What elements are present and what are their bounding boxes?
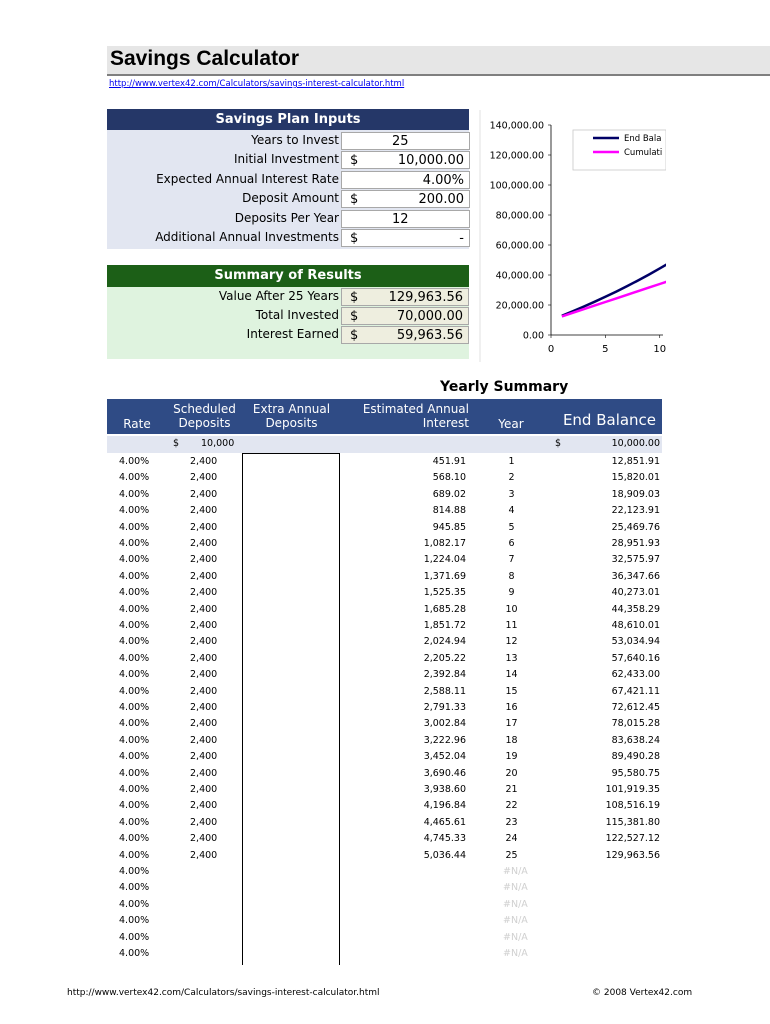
table-row — [107, 848, 662, 864]
cell-int: 2,205.22 — [423, 652, 466, 664]
table-row — [107, 700, 662, 716]
cell-int: 3,690.46 — [423, 767, 466, 779]
cell-year: #N/A — [503, 866, 528, 877]
y-tick-label: 100,000.00 — [489, 180, 544, 192]
input-value: 4.00% — [422, 172, 464, 188]
cell-year: 23 — [505, 816, 518, 828]
cell-rate: 4.00% — [119, 849, 150, 861]
result-value-cell — [341, 326, 469, 344]
cell-rate: 4.00% — [119, 734, 150, 746]
cell-int: 945.85 — [432, 521, 466, 533]
initial-balance: 10,000.00 — [611, 438, 660, 449]
cell-rate: 4.00% — [119, 538, 150, 549]
input-value: - — [459, 231, 464, 246]
extra-deposits-header: Extra Annual Deposits — [252, 402, 331, 430]
input-value: 25 — [392, 134, 409, 149]
y-tick-label: 0.00 — [522, 330, 544, 342]
cell-int: 3,938.60 — [423, 784, 466, 795]
cell-int: 568.10 — [432, 472, 466, 484]
cell-dep: 2,400 — [190, 833, 218, 845]
table-row — [107, 798, 662, 814]
cell-bal: 53,034.94 — [611, 636, 660, 648]
footer-copyright: © 2008 Vertex42.com — [592, 988, 693, 998]
cell-year: 5 — [508, 521, 515, 533]
cell-rate: 4.00% — [119, 685, 150, 697]
input-label: Deposits Per Year — [234, 210, 339, 225]
cell-year: 12 — [505, 636, 518, 648]
table-row — [107, 815, 662, 831]
cell-year: 19 — [505, 751, 518, 763]
cell-rate: 4.00% — [119, 833, 150, 845]
cell-int: 5,036.44 — [423, 849, 466, 861]
cell-rate: 4.00% — [119, 620, 150, 631]
cell-year: 3 — [508, 488, 515, 500]
cell-dep: 2,400 — [190, 538, 218, 549]
year-header: Year — [498, 417, 524, 431]
cell-bal: 108,516.19 — [605, 800, 660, 812]
cell-int: 2,024.94 — [423, 636, 466, 648]
cell-bal: 101,919.35 — [605, 784, 660, 795]
cell-dep: 2,400 — [190, 751, 218, 763]
cell-bal: 89,490.28 — [611, 751, 660, 763]
table-row — [107, 569, 662, 585]
cell-int: 4,745.33 — [423, 833, 466, 845]
input-field[interactable] — [341, 190, 470, 208]
cell-year: #N/A — [503, 931, 528, 943]
cell-bal: 40,273.01 — [611, 587, 660, 599]
cell-bal: 48,610.01 — [611, 620, 660, 631]
legend-label: Cumulati — [624, 148, 663, 158]
cell-rate: 4.00% — [119, 767, 150, 779]
cell-year: #N/A — [503, 882, 528, 894]
input-label: Additional Annual Investments — [155, 230, 339, 244]
input-label: Deposit Amount — [242, 191, 339, 206]
cell-year: 20 — [505, 767, 518, 779]
input-value: 12 — [392, 211, 409, 227]
page-title: Savings Calculator — [110, 47, 300, 70]
table-row — [107, 864, 662, 880]
table-row — [107, 749, 662, 765]
cell-rate: 4.00% — [119, 488, 150, 500]
cell-dep: 2,400 — [190, 603, 218, 615]
table-row — [107, 766, 662, 782]
table-row — [107, 782, 662, 798]
table-row — [107, 634, 662, 650]
result-label: Value After 25 Years — [218, 289, 339, 303]
cell-year: 10 — [505, 603, 518, 615]
cell-bal: 28,951.93 — [611, 538, 660, 549]
cell-dep: 2,400 — [190, 767, 218, 779]
cell-dep: 2,400 — [190, 669, 218, 681]
y-tick-label: 40,000.00 — [495, 270, 544, 282]
cell-year: 8 — [508, 570, 515, 582]
cell-int: 1,851.72 — [423, 620, 466, 631]
cell-bal: 18,909.03 — [611, 488, 660, 500]
currency-symbol: $ — [350, 153, 359, 169]
cell-int: 4,196.84 — [423, 800, 466, 812]
cell-year: 13 — [505, 652, 518, 664]
cell-year: 4 — [508, 505, 515, 517]
cell-year: 7 — [508, 554, 515, 566]
cell-int: 689.02 — [432, 488, 466, 500]
cell-rate: 4.00% — [119, 882, 150, 894]
cell-int: 1,371.69 — [423, 570, 466, 582]
input-label: Expected Annual Interest Rate — [156, 171, 339, 186]
cell-bal: 36,347.66 — [611, 570, 660, 582]
cell-bal: 12,851.91 — [611, 456, 660, 467]
cell-rate: 4.00% — [119, 456, 150, 467]
input-field[interactable] — [341, 210, 470, 228]
y-tick-label: 120,000.00 — [489, 150, 544, 162]
table-row — [107, 897, 662, 913]
cell-rate: 4.00% — [119, 866, 150, 877]
table-row — [107, 520, 662, 536]
cell-year: #N/A — [503, 898, 528, 910]
cell-rate: 4.00% — [119, 636, 150, 648]
footer-url: http://www.vertex42.com/Calculators/savings-interest-calculator.html — [67, 988, 380, 998]
cell-int: 1,224.04 — [423, 554, 466, 566]
cell-rate: 4.00% — [119, 915, 150, 927]
result-value: 59,963.56 — [396, 328, 463, 343]
table-row — [107, 552, 662, 568]
initial-balance-row — [107, 436, 662, 453]
cell-rate: 4.00% — [119, 784, 150, 795]
cell-year: 15 — [505, 685, 518, 697]
cell-rate: 4.00% — [119, 505, 150, 517]
cell-year: 17 — [505, 718, 518, 730]
table-row — [107, 602, 662, 618]
cell-bal: 44,358.29 — [611, 603, 660, 615]
cell-bal: 32,575.97 — [611, 554, 660, 566]
cell-int: 3,222.96 — [423, 734, 466, 746]
balance-chart — [476, 110, 666, 362]
table-row — [107, 470, 662, 486]
cell-rate: 4.00% — [119, 652, 150, 664]
cell-year: #N/A — [503, 948, 528, 959]
table-row — [107, 585, 662, 601]
cell-year: #N/A — [503, 915, 528, 927]
cell-dep: 2,400 — [190, 587, 218, 599]
cell-rate: 4.00% — [119, 948, 150, 959]
currency-symbol: $ — [350, 328, 359, 343]
cell-year: 14 — [505, 669, 518, 681]
initial-balance-currency: $ — [555, 438, 562, 449]
table-row — [107, 684, 662, 700]
cell-dep: 2,400 — [190, 570, 218, 582]
cell-year: 16 — [505, 702, 518, 713]
cell-bal: 95,580.75 — [611, 767, 660, 779]
input-label: Initial Investment — [234, 152, 339, 167]
cell-int: 2,588.11 — [423, 685, 466, 697]
calculator-link[interactable]: http://www.vertex42.com/Calculators/savings-interest-calculator.html — [109, 79, 405, 89]
initial-deposit: 10,000 — [201, 438, 235, 449]
cell-year: 9 — [508, 587, 515, 599]
table-row — [107, 454, 662, 470]
initial-deposit-currency: $ — [173, 438, 180, 449]
cell-int: 3,452.04 — [423, 751, 466, 763]
cell-bal: 122,527.12 — [605, 833, 660, 845]
table-row — [107, 880, 662, 896]
table-row — [107, 831, 662, 847]
table-row — [107, 913, 662, 929]
cell-dep: 2,400 — [190, 456, 218, 467]
table-row — [107, 716, 662, 732]
cell-int: 2,392.84 — [423, 669, 466, 681]
input-value: 10,000.00 — [397, 153, 464, 169]
table-row — [107, 536, 662, 552]
cell-dep: 2,400 — [190, 505, 218, 517]
cell-dep: 2,400 — [190, 521, 218, 533]
cell-year: 1 — [508, 456, 515, 467]
interest-header: Estimated Annual Interest — [362, 402, 469, 430]
cell-dep: 2,400 — [190, 620, 218, 631]
cell-int: 1,525.35 — [423, 587, 466, 599]
results-heading: Summary of Results — [107, 265, 469, 287]
cell-dep: 2,400 — [190, 636, 218, 648]
y-tick-label: 60,000.00 — [495, 240, 544, 252]
y-tick-label: 80,000.00 — [495, 210, 544, 222]
table-row — [107, 618, 662, 634]
table-row — [107, 946, 662, 962]
cell-int: 3,002.84 — [423, 718, 466, 730]
cell-bal: 67,421.11 — [611, 685, 660, 697]
cell-dep: 2,400 — [190, 849, 218, 861]
legend-label: End Bala — [624, 134, 662, 144]
cell-dep: 2,400 — [190, 800, 218, 812]
input-field[interactable] — [341, 229, 470, 247]
y-tick-label: 20,000.00 — [495, 300, 544, 312]
cell-bal: 57,640.16 — [611, 652, 660, 664]
cell-year: 18 — [505, 734, 518, 746]
end-balance-header: End Balance — [562, 411, 657, 429]
table-row — [107, 733, 662, 749]
table-row — [107, 487, 662, 503]
input-label: Years to Invest — [251, 133, 339, 147]
cell-rate: 4.00% — [119, 702, 150, 713]
cell-dep: 2,400 — [190, 784, 218, 795]
cell-bal: 78,015.28 — [611, 718, 660, 730]
cell-dep: 2,400 — [190, 554, 218, 566]
cell-rate: 4.00% — [119, 472, 150, 484]
cell-rate: 4.00% — [119, 931, 150, 943]
cell-dep: 2,400 — [190, 685, 218, 697]
table-row — [107, 651, 662, 667]
table-row — [107, 503, 662, 519]
cell-bal: 25,469.76 — [611, 521, 660, 533]
cell-dep: 2,400 — [190, 702, 218, 713]
input-field[interactable] — [341, 171, 470, 189]
cell-bal: 62,433.00 — [611, 669, 660, 681]
cell-rate: 4.00% — [119, 669, 150, 681]
cell-dep: 2,400 — [190, 718, 218, 730]
cell-year: 11 — [505, 620, 518, 631]
cell-rate: 4.00% — [119, 751, 150, 763]
currency-symbol: $ — [350, 309, 359, 324]
cell-int: 814.88 — [432, 505, 466, 517]
result-value: 129,963.56 — [388, 290, 463, 305]
cell-bal: 83,638.24 — [611, 734, 660, 746]
currency-symbol: $ — [350, 231, 359, 246]
cell-year: 22 — [505, 800, 518, 812]
table-row — [107, 667, 662, 683]
result-value-cell — [341, 288, 469, 306]
cell-int: 1,082.17 — [423, 538, 466, 549]
cell-bal: 15,820.01 — [611, 472, 660, 484]
result-label: Total Invested — [255, 308, 339, 322]
table-row — [107, 930, 662, 946]
cell-dep: 2,400 — [190, 816, 218, 828]
cell-bal: 129,963.56 — [605, 849, 660, 861]
series-line-1 — [562, 280, 666, 316]
input-value: 200.00 — [418, 192, 464, 208]
cell-dep: 2,400 — [190, 472, 218, 484]
series-line-0 — [562, 262, 666, 316]
cell-rate: 4.00% — [119, 521, 150, 533]
input-field[interactable] — [341, 151, 470, 169]
inputs-heading: Savings Plan Inputs — [107, 109, 469, 130]
cell-year: 21 — [505, 784, 518, 795]
cell-int: 4,465.61 — [423, 816, 466, 828]
scheduled-deposits-header: Scheduled Deposits — [173, 402, 236, 430]
cell-rate: 4.00% — [119, 587, 150, 599]
cell-year: 2 — [508, 472, 515, 484]
result-value-cell — [341, 307, 469, 325]
cell-bal: 72,612.45 — [611, 702, 660, 713]
cell-rate: 4.00% — [119, 570, 150, 582]
cell-rate: 4.00% — [119, 800, 150, 812]
x-tick-label: 0 — [547, 344, 555, 355]
cell-rate: 4.00% — [119, 603, 150, 615]
result-label: Interest Earned — [246, 327, 339, 341]
cell-int: 2,791.33 — [423, 702, 466, 713]
cell-bal: 115,381.80 — [605, 816, 660, 828]
cell-year: 24 — [505, 833, 518, 845]
y-tick-label: 140,000.00 — [489, 120, 544, 132]
x-tick-label: 5 — [602, 344, 609, 355]
currency-symbol: $ — [350, 290, 359, 305]
currency-symbol: $ — [350, 192, 359, 208]
cell-int: 1,685.28 — [423, 603, 466, 615]
cell-rate: 4.00% — [119, 718, 150, 730]
yearly-table-header — [107, 399, 662, 434]
cell-dep: 2,400 — [190, 734, 218, 746]
rate-header: Rate — [123, 417, 151, 431]
cell-year: 25 — [505, 849, 518, 861]
cell-rate: 4.00% — [119, 898, 150, 910]
cell-rate: 4.00% — [119, 554, 150, 566]
yearly-summary-title: Yearly Summary — [440, 379, 569, 395]
cell-rate: 4.00% — [119, 816, 150, 828]
input-field[interactable] — [341, 132, 470, 150]
cell-dep: 2,400 — [190, 488, 218, 500]
cell-int: 451.91 — [432, 456, 466, 467]
cell-bal: 22,123.91 — [611, 505, 660, 517]
cell-year: 6 — [508, 538, 515, 549]
cell-dep: 2,400 — [190, 652, 218, 664]
x-tick-label: 10 — [653, 344, 666, 355]
result-value: 70,000.00 — [396, 309, 463, 324]
